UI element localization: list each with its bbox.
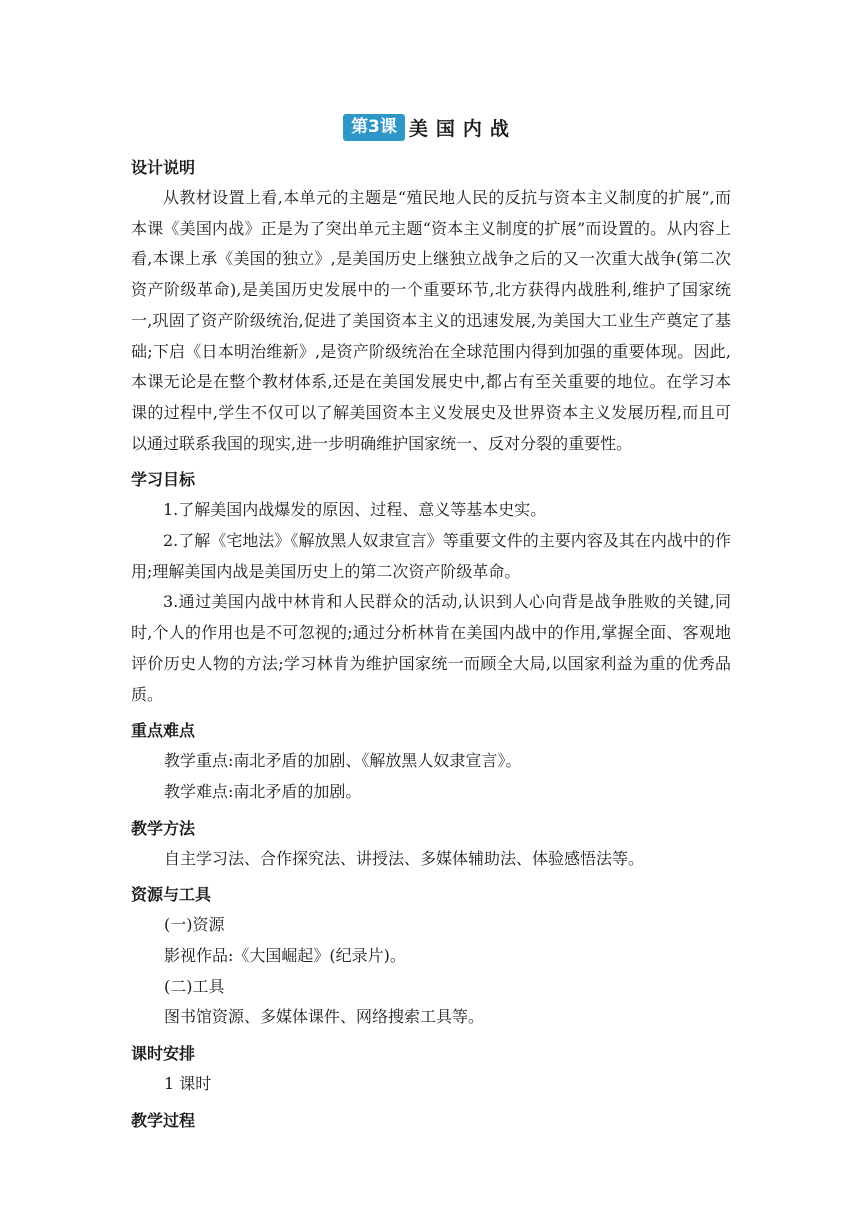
lesson-number-badge: 第3课 <box>343 114 405 141</box>
design-paragraph: 从教材设置上看,本单元的主题是“殖民地人民的反抗与资本主义制度的扩展”,而本课《美国内战》正是为了突出单元主题“资本主义制度的扩展”而设置的。从内容上看,本课上承《美国的独立》,是美国历史上继独立战争之后的又一次重大战争(第二次资产阶级革命),是美国历史发展中的一个重要环节,北方获得内战胜利,维护了国家统一,巩固了资产阶级统治,促进了美国资本主义的迅速发展,为美国大工业生产奠定了基础;下启《日本明治维新》,是资产阶级统治在全球范围内得到加强的重要体现。因此,本课无论是在整个教材体系,还是在美国发展史中,都占有至关重要的地位。在学习本课的过程中,学生不仅可以了解美国资本主义发展史及世界资本主义发展历程,而且可以通过联系我国的现实,进一步明确维护国家统一、反对分裂的重要性。 <box>131 188 731 453</box>
lesson-header <box>0 112 860 142</box>
section-heading-design: 设计说明 <box>131 158 196 177</box>
section-heading-methods: 教学方法 <box>131 818 196 838</box>
document-body <box>131 153 731 1136</box>
resources-label: (一)资源 <box>164 915 225 935</box>
section-heading-resources: 资源与工具 <box>131 885 212 905</box>
tools-label: (二)工具 <box>164 976 225 996</box>
teaching-focus: 教学重点:南北矛盾的加剧、《解放黑人奴隶宣言》。 <box>164 751 522 771</box>
section-heading-goals: 学习目标 <box>131 470 196 490</box>
section-heading-process: 教学过程 <box>131 1110 196 1130</box>
teaching-difficulty: 教学难点:南北矛盾的加剧。 <box>164 781 362 801</box>
schedule-text: 1 课时 <box>164 1074 212 1094</box>
goal-item-1: 1.了解美国内战爆发的原因、过程、意义等基本史实。 <box>163 500 547 520</box>
tools-text: 图书馆资源、多媒体课件、网络搜索工具等。 <box>164 1007 485 1027</box>
resources-text: 影视作品:《大国崛起》(纪录片)。 <box>164 946 406 966</box>
goal-item-2: 2.了解《宅地法》《解放黑人奴隶宣言》等重要文件的主要内容及其在内战中的作用;理解美国内战是美国历史上的第二次资产阶级革命。 <box>131 531 731 581</box>
section-heading-schedule: 课时安排 <box>131 1044 196 1064</box>
goal-item-3: 3.通过美国内战中林肯和人民群众的活动,认识到人心向背是战争胜败的关键,同时,个人的作用也是不可忽视的;通过分析林肯在美国内战中的作用,掌握全面、客观地评价历史人物的方法;学习林肯为维护国家统一而顾全大局,以国家利益为重的优秀品质。 <box>131 592 731 704</box>
methods-text: 自主学习法、合作探究法、讲授法、多媒体辅助法、体验感悟法等。 <box>164 848 645 868</box>
section-heading-keypoints: 重点难点 <box>131 721 196 741</box>
lesson-title: 美国内战 <box>408 117 517 140</box>
